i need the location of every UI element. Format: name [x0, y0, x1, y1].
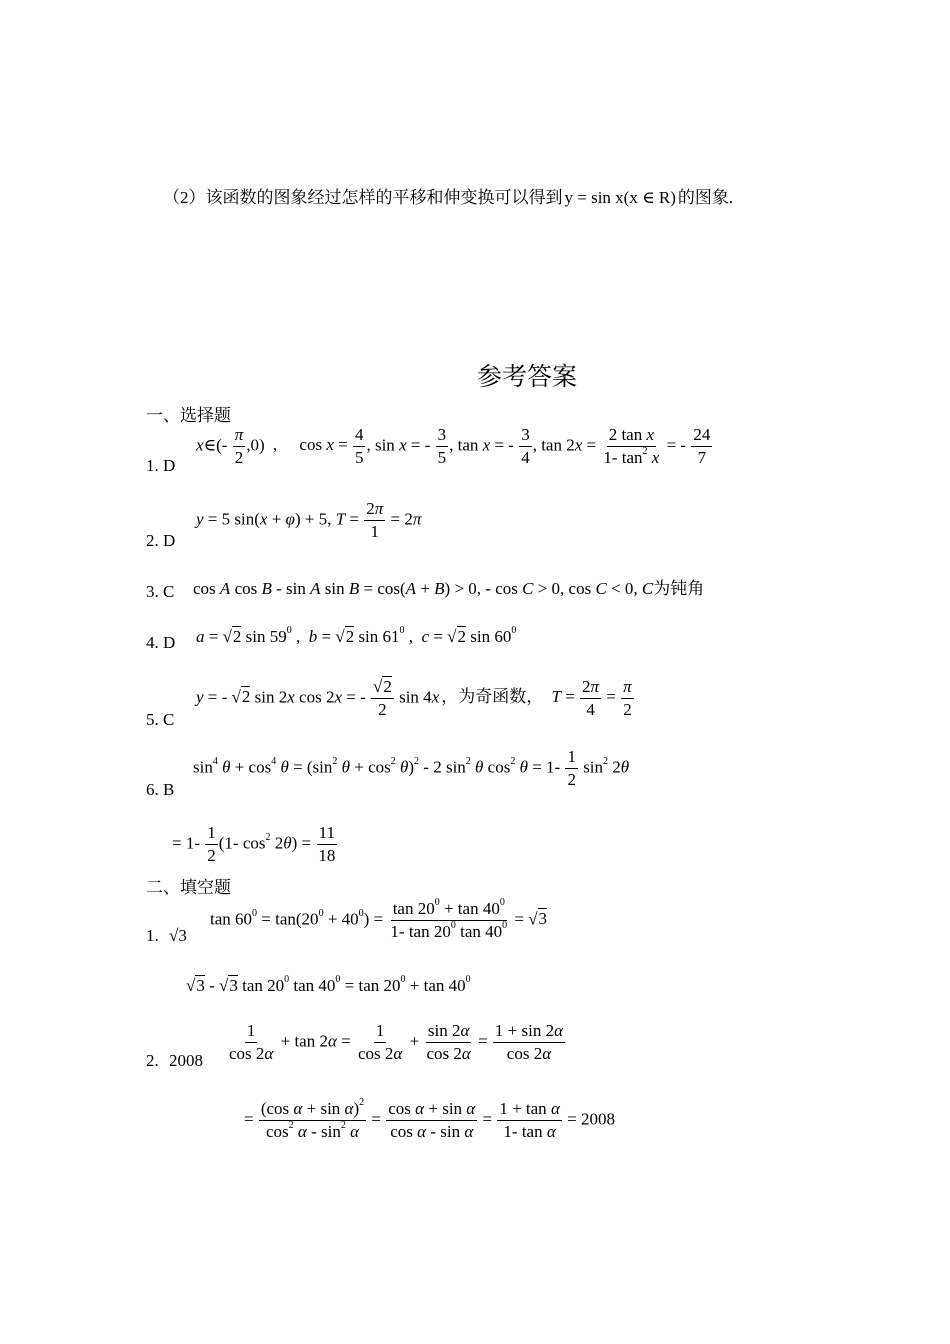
answers-title: 参考答案 [477, 364, 578, 391]
problem-2-text: （2）该函数的图象经过怎样的平移和伸变换可以得到 [163, 188, 563, 207]
problem-2-tail: 的图象. [677, 188, 734, 207]
q3-solution: cos A cos B - sin A sin B = cos(A + B) > 0, - cos C > 0, cos C < 0, C为钝角 [193, 579, 705, 598]
q5-label: 5. C [146, 710, 175, 729]
q1-solution: x∈(- $\frac{\pi}{2}$ ,0) , cos x = $\frac{4}{5}$ , sin x = - $\frac{3}{5}$ , tan x = - $\frac{3}{4}$ , tan 2x = $\frac{\text{2 tan x}}{1- \tan^2 x}$ = - $\frac{24}{7}$ [196, 425, 711, 467]
fill1-label: 1. √3 [146, 926, 187, 945]
q3-label: 3. C [146, 582, 175, 601]
section-choice: 一、选择题 [146, 406, 231, 425]
q5-solution: y = - √2 sin 2x cos 2x = - $\frac{√2}{2}$ sin 4x ，为奇函数， T = $\frac{2\pi}{4}$ = $\frac{\pi}{2}$ [196, 677, 632, 719]
q4-solution: a = √2 $\sin 59^0$ , b = √2 $\sin 61^0$ , c = √2 $\sin 60^0$ [196, 625, 517, 646]
fill2-solution-line2: = $\frac{(\cos \alpha + \sin \alpha)^2}{\cos^2 \alpha - \sin^2 \alpha}$ = $\frac{\text{cos α + sin α}}{\text{cos α - sin α}}$ = $\frac{\text{1 + tan α}}{\text{1- tan α}}$ = 2008 [244, 1097, 615, 1141]
fill2-label: 2. 2008 [146, 1051, 203, 1070]
q2-label: 2. D [146, 531, 176, 550]
q6-label: 6. B [146, 780, 175, 799]
fill1-solution-line2: √3 - √3 $\tan 20^0$ $\tan 40^0 = \tan 20^0 + \tan 40^0$ [186, 974, 471, 995]
q1-label: 1. D [146, 456, 176, 475]
q4-label: 4. D [146, 633, 176, 652]
problem-2 [163, 183, 733, 208]
problem-2-formula: y = sin x(x ∈ R) [564, 188, 676, 207]
q2-solution: y = 5 sin(x + φ) + 5, T = $\frac{2\pi}{1}$ = 2π [196, 499, 422, 541]
fill1-solution-line1: $\tan 60^0 = \tan(20^0 + 40^0)$ = $\frac{\tan 20^0 + \tan 40^0}{1- \tan 20^0 \tan 40^0}$ = √3 [210, 897, 548, 941]
q6-solution-line1: $\sin^4 \theta + \cos^4 \theta = (\sin^2$ $\theta + \cos^2 \theta)^2 - 2$ $\sin^2 \theta$ $\cos^2 \theta = 1-$ $\frac{1}{2}$ $\sin^2 2\theta$ [193, 747, 630, 789]
fill2-solution-line1: $\frac{1}{\cos 2\alpha}$ + tan 2α = $\frac{1}{\cos 2\alpha}$ + $\frac{\sin 2\alpha}{\cos 2\alpha}$ = $\frac{1 + \sin 2\alpha}{\cos 2\alpha}$ [229, 1021, 564, 1063]
q6-solution-line2: = 1- $\frac{1}{2}$ (1- $\cos^2 2\theta$) = $\frac{11}{18}$ [172, 823, 336, 865]
section-fill: 二、填空题 [146, 878, 231, 897]
